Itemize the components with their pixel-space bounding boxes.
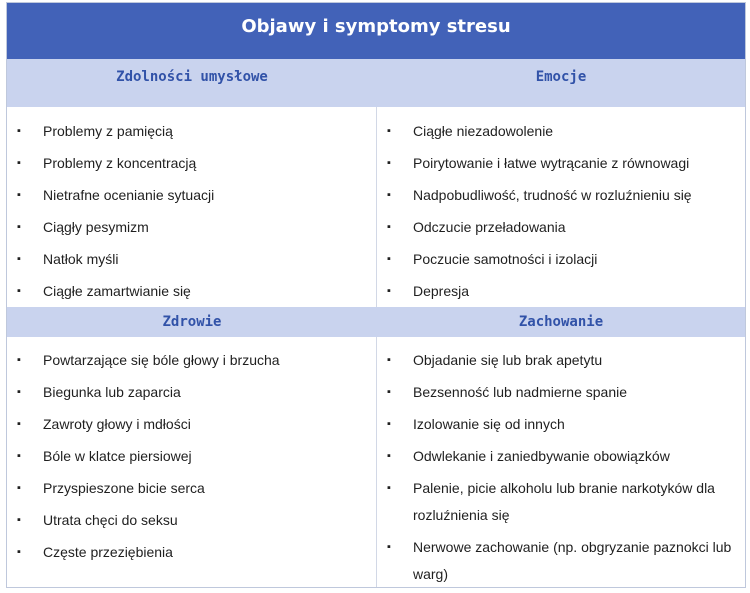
list-item: [377, 214, 745, 241]
list-item: [7, 539, 377, 566]
list-item: [377, 118, 745, 145]
bullet-icon: ▪: [17, 514, 21, 526]
list-item: [7, 246, 377, 273]
bullet-icon: ▪: [17, 354, 21, 366]
list-item-text: Ciągłe zamartwianie się: [43, 283, 191, 299]
bullet-icon: ▪: [387, 418, 391, 430]
list-item: [377, 347, 745, 374]
list-item-text: Odczucie przeładowania: [413, 219, 566, 235]
bullet-icon: ▪: [17, 157, 21, 169]
bullet-icon: ▪: [387, 189, 391, 201]
bullet-icon: ▪: [17, 285, 21, 297]
list-item: [7, 347, 377, 374]
list-item: [7, 379, 377, 406]
list-health: [7, 347, 377, 571]
bullet-icon: ▪: [387, 285, 391, 297]
bullet-icon: ▪: [17, 221, 21, 233]
list-item: [377, 534, 745, 588]
bullet-icon: ▪: [17, 125, 21, 137]
bullet-icon: ▪: [17, 546, 21, 558]
list-item-text: Nerwowe zachowanie (np. obgryzanie paznokci lub warg): [413, 539, 732, 582]
bullet-icon: ▪: [17, 450, 21, 462]
list-item: [377, 475, 745, 529]
heading-behavior: Zachowanie: [377, 307, 745, 337]
bullet-icon: ▪: [387, 221, 391, 233]
list-item: [377, 150, 745, 177]
heading-mental-abilities: Zdolności umysłowe: [7, 59, 377, 107]
list-item-text: Nadpobudliwość, trudność w rozluźnieniu się: [413, 187, 692, 203]
bullet-icon: ▪: [387, 386, 391, 398]
list-item: [377, 182, 745, 209]
list-item-text: Poczucie samotności i izolacji: [413, 251, 598, 267]
list-item-text: Utrata chęci do seksu: [43, 512, 178, 528]
list-item-text: Biegunka lub zaparcia: [43, 384, 181, 400]
list-item-text: Poirytowanie i łatwe wytrącanie z równowagi: [413, 155, 690, 171]
list-item-text: Palenie, picie alkoholu lub branie narkotyków dla rozluźnienia się: [413, 480, 715, 523]
list-item: [7, 475, 377, 502]
table-title: Objawy i symptomy stresu: [7, 3, 745, 59]
bullet-icon: ▪: [17, 386, 21, 398]
list-item-text: Izolowanie się od innych: [413, 416, 565, 432]
list-item-text: Odwlekanie i zaniedbywanie obowiązków: [413, 448, 670, 464]
list-item-text: Ciągły pesymizm: [43, 219, 149, 235]
list-item: [7, 182, 377, 209]
list-item-text: Objadanie się lub brak apetytu: [413, 352, 603, 368]
bullet-icon: ▪: [387, 482, 391, 494]
list-item: [377, 246, 745, 273]
list-item: [7, 214, 377, 241]
stress-symptoms-table: [6, 2, 746, 588]
list-item-text: Przyspieszone bicie serca: [43, 480, 205, 496]
list-item: [7, 150, 377, 177]
list-item-text: Nietrafne ocenianie sytuacji: [43, 187, 215, 203]
bullet-icon: ▪: [387, 450, 391, 462]
list-item: [377, 278, 745, 305]
list-item-text: Bezsenność lub nadmierne spanie: [413, 384, 628, 400]
list-item-text: Depresja: [413, 283, 470, 299]
list-item-text: Częste przeziębienia: [43, 544, 173, 560]
list-mental-abilities: [7, 118, 377, 310]
bullet-icon: ▪: [17, 418, 21, 430]
list-item: [7, 507, 377, 534]
bullet-icon: ▪: [387, 354, 391, 366]
bullet-icon: ▪: [387, 253, 391, 265]
bullet-icon: ▪: [17, 253, 21, 265]
bullet-icon: ▪: [387, 157, 391, 169]
bullet-icon: ▪: [387, 125, 391, 137]
list-item-text: Problemy z koncentracją: [43, 155, 197, 171]
list-item-text: Ciągłe niezadowolenie: [413, 123, 554, 139]
bullet-icon: ▪: [387, 541, 391, 553]
list-item: [377, 379, 745, 406]
bullet-icon: ▪: [17, 189, 21, 201]
list-item-text: Problemy z pamięcią: [43, 123, 173, 139]
bullet-icon: ▪: [17, 482, 21, 494]
heading-health: Zdrowie: [7, 307, 377, 337]
heading-emotions: Emocje: [377, 59, 745, 107]
list-item-text: Bóle w klatce piersiowej: [43, 448, 192, 464]
list-item-text: Zawroty głowy i mdłości: [43, 416, 191, 432]
list-behavior: [377, 347, 745, 593]
list-item: [377, 411, 745, 438]
list-item-text: Natłok myśli: [43, 251, 119, 267]
list-item-text: Powtarzające się bóle głowy i brzucha: [43, 352, 280, 368]
list-emotions: [377, 118, 745, 310]
list-item: [377, 443, 745, 470]
list-item: [7, 411, 377, 438]
list-item: [7, 118, 377, 145]
list-item: [7, 443, 377, 470]
list-item: [7, 278, 377, 305]
